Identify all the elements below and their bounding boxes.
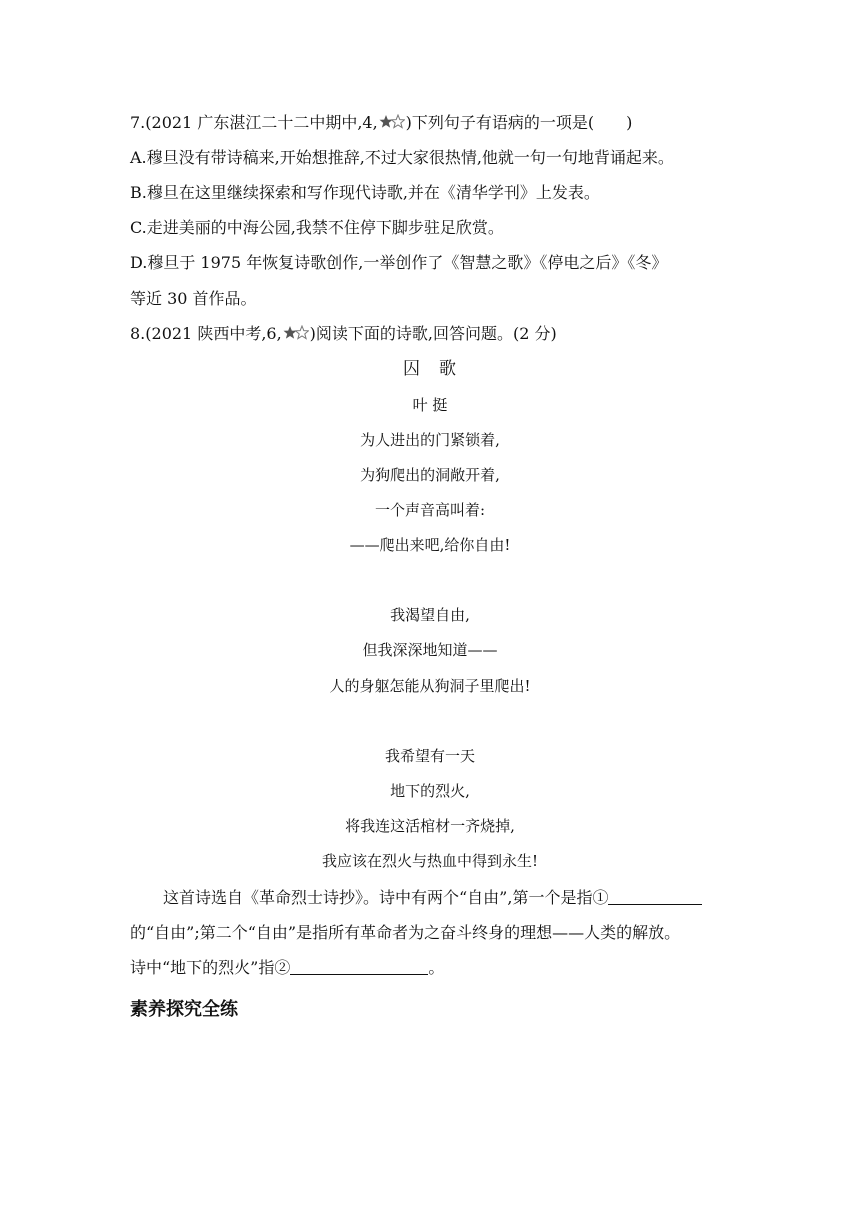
poem-line: 我应该在烈火与热血中得到永生! xyxy=(321,852,539,870)
two-star-difficulty-icon xyxy=(283,325,309,346)
poem-line: 为狗爬出的洞敞开着, xyxy=(360,466,500,484)
question-8-prompt-line-3: 诗中“地下的烈火”指② 。 xyxy=(130,958,445,977)
option-b: B.穆旦在这里继续探索和写作现代诗歌,并在《清华学刊》上发表。 xyxy=(130,183,600,202)
option-a: A.穆旦没有带诗稿来,开始想推辞,不过大家很热情,他就一句一句地背诵起来。 xyxy=(130,148,674,167)
question-8-prompt-line-2: 的“自由”;第二个“自由”是指所有革命者为之奋斗终身的理想——人类的解放。 xyxy=(130,923,681,942)
question-8-source: 8.(2021 陕西中考,6, xyxy=(130,324,282,343)
poem-line: 我希望有一天 xyxy=(384,747,475,765)
question-7-source: 7.(2021 广东湛江二十二中期中,4, xyxy=(130,113,378,132)
two-star-difficulty-icon xyxy=(379,114,405,135)
question-7-stem xyxy=(130,113,632,135)
poem-line: 一个声音高叫着: xyxy=(374,501,486,519)
option-d-continued: 等近 30 首作品。 xyxy=(130,289,257,308)
question-8-prompt: )阅读下面的诗歌,回答问题。(2 分) xyxy=(309,324,557,343)
poem-line: 为人进出的门紧锁着, xyxy=(360,431,500,449)
answer-blank-1[interactable] xyxy=(608,889,702,905)
section-heading: 素养探究全练 xyxy=(130,999,238,1020)
poem-line: 将我连这活棺材一齐烧掉, xyxy=(345,817,515,835)
option-d: D.穆旦于 1975 年恢复诗歌创作,一举创作了《智慧之歌》《停电之后》《冬》 xyxy=(130,253,668,272)
answer-blank-2[interactable] xyxy=(290,959,428,975)
poem-line: ——爬出来吧,给你自由! xyxy=(349,536,511,554)
poem-line: 人的身躯怎能从狗洞子里爬出! xyxy=(329,677,531,695)
question-7-prompt: )下列句子有语病的一项是( ) xyxy=(405,113,633,132)
poem-author: 叶 挺 xyxy=(412,396,448,414)
poem-line: 我渴望自由, xyxy=(390,606,470,624)
question-8-stem xyxy=(130,324,557,346)
question-8-prompt-line-1: 这首诗选自《革命烈士诗抄》。诗中有两个“自由”,第一个是指① xyxy=(163,888,702,908)
option-c: C.走进美丽的中海公园,我禁不住停下脚步驻足欣赏。 xyxy=(130,218,504,237)
poem-line: 地下的烈火, xyxy=(390,782,470,800)
poem-title: 囚 歌 xyxy=(403,359,457,379)
poem-line: 但我深深地知道—— xyxy=(362,641,498,659)
